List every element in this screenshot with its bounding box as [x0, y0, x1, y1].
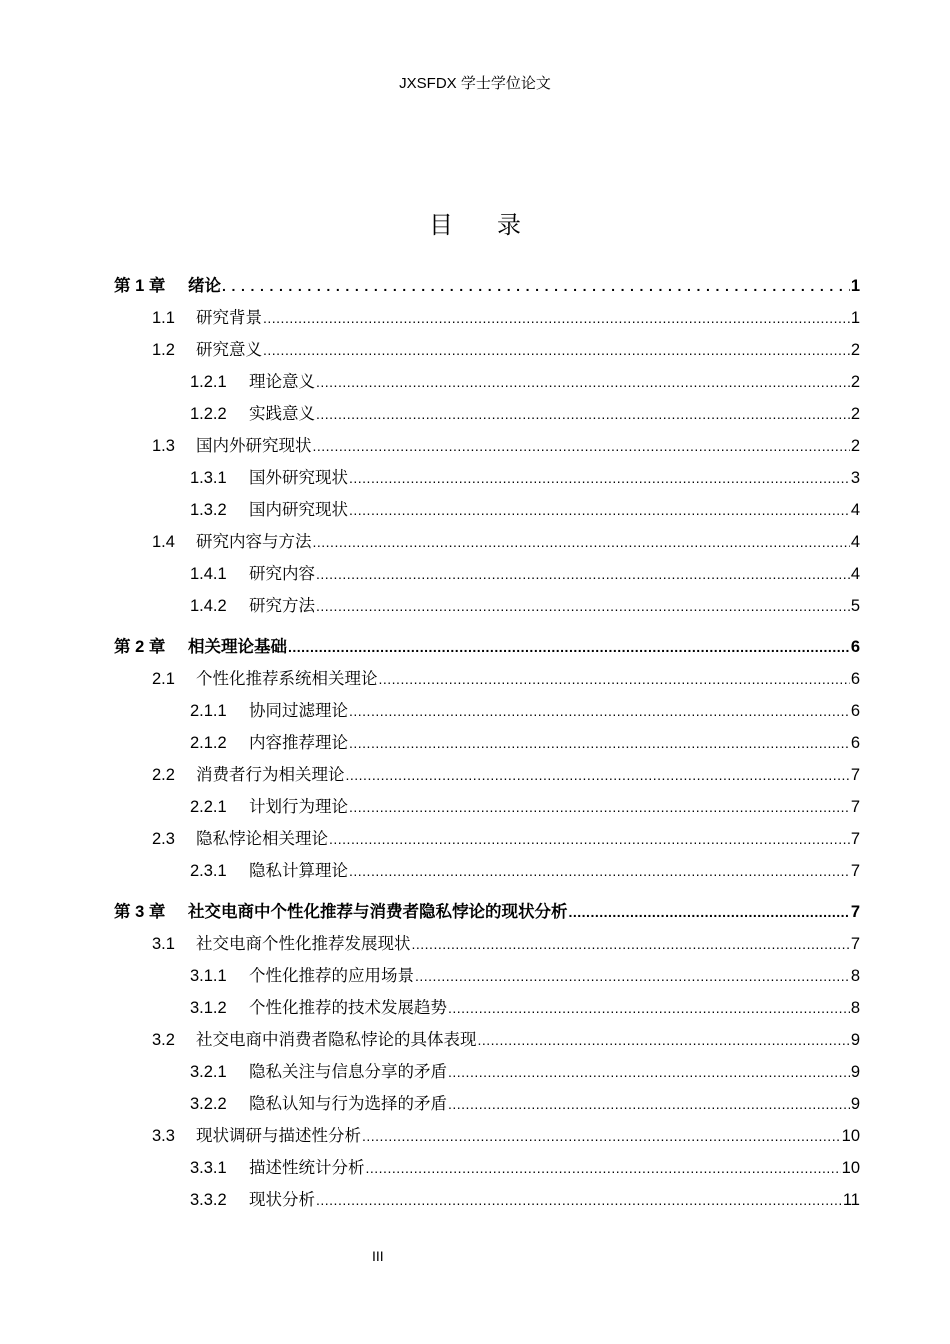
toc-entry-number: 1.1	[152, 309, 175, 327]
toc-entry-page: 5	[850, 597, 860, 615]
toc-entry-title: 实践意义	[249, 404, 315, 423]
toc-entry[interactable]	[190, 789, 860, 817]
toc-entry[interactable]	[190, 1086, 860, 1114]
toc-entry-page: 2	[850, 373, 860, 391]
toc-entry-page: 4	[850, 501, 860, 519]
toc-dot-leader	[316, 372, 850, 392]
toc-entry-page: 7	[850, 862, 860, 880]
toc-entry[interactable]	[152, 926, 860, 954]
toc-title: 目录	[429, 211, 565, 239]
toc-dot-leader	[316, 564, 850, 584]
toc-dot-leader	[288, 637, 850, 657]
toc-dot-leader	[349, 468, 850, 488]
toc-entry-title: 社交电商中消费者隐私悖论的具体表现	[196, 1030, 477, 1049]
toc-entry-page: 7	[850, 935, 860, 953]
toc-entry-page: 9	[850, 1031, 860, 1049]
toc-entry-number: 3.3.2	[190, 1191, 227, 1209]
toc-entry-number: 第 1 章	[114, 277, 166, 295]
toc-entry-title: 研究方法	[249, 596, 315, 615]
toc-entry-title: 内容推荐理论	[249, 733, 348, 752]
toc-dot-leader	[349, 701, 850, 721]
toc-entry-page: 8	[850, 999, 860, 1017]
toc-entry-page: 6	[850, 670, 860, 688]
toc-entry[interactable]	[190, 725, 860, 753]
toc-entry-number: 3.3	[152, 1127, 175, 1145]
toc-entry[interactable]	[190, 396, 860, 424]
toc-entry-page: 6	[850, 638, 860, 656]
toc-entry-page: 11	[842, 1191, 860, 1209]
toc-entry-title: 计划行为理论	[249, 797, 348, 816]
toc-entry[interactable]	[152, 1118, 860, 1146]
toc-entry-page: 8	[850, 967, 860, 985]
toc-entry-title: 相关理论基础	[188, 637, 287, 656]
toc-entry-title: 研究内容与方法	[196, 532, 312, 551]
toc-entry-number: 2.3.1	[190, 862, 227, 880]
toc-entry-number: 1.4	[152, 533, 175, 551]
toc-entry-page: 10	[841, 1127, 860, 1145]
toc-entry-number: 1.4.1	[190, 565, 227, 583]
toc-dot-leader	[412, 934, 850, 954]
toc-entry-number: 1.2	[152, 341, 175, 359]
toc-entry-page: 2	[850, 405, 860, 423]
toc-entry-number: 2.2	[152, 766, 175, 784]
toc-entry-title: 隐私悖论相关理论	[196, 829, 328, 848]
toc-entry[interactable]	[152, 821, 860, 849]
toc-dot-leader	[316, 596, 850, 616]
page-number: III	[372, 1248, 384, 1264]
toc-entry[interactable]	[190, 1054, 860, 1082]
toc-entry-page: 9	[850, 1095, 860, 1113]
toc-entry-number: 1.3.2	[190, 501, 227, 519]
toc-dot-leader	[569, 902, 850, 922]
toc-dot-leader	[448, 1094, 850, 1114]
toc-entry-page: 10	[841, 1159, 860, 1177]
toc-entry-title: 隐私关注与信息分享的矛盾	[249, 1062, 447, 1081]
toc-entry-page: 3	[850, 469, 860, 487]
toc-entry-title: 个性化推荐的技术发展趋势	[249, 998, 447, 1017]
toc-entry-page: 9	[850, 1063, 860, 1081]
toc-entry-number: 1.3.1	[190, 469, 227, 487]
toc-entry[interactable]	[114, 268, 860, 296]
toc-entry-number: 2.1.2	[190, 734, 227, 752]
toc-entry-page: 2	[850, 437, 860, 455]
toc-entry[interactable]	[190, 1182, 860, 1210]
toc-dot-leader	[362, 1126, 841, 1146]
toc-dot-leader	[448, 998, 850, 1018]
toc-dot-leader	[349, 861, 850, 881]
toc-entry-number: 1.3	[152, 437, 175, 455]
toc-entry-page: 4	[850, 533, 860, 551]
toc-dot-leader	[263, 308, 850, 328]
toc-dot-leader	[346, 765, 850, 785]
page-header: JXSFDX 学士学位论文	[399, 75, 551, 92]
toc-entry-title: 隐私计算理论	[249, 861, 348, 880]
toc-entry[interactable]	[114, 894, 860, 922]
toc-entry[interactable]	[190, 460, 860, 488]
toc-entry-number: 1.2.2	[190, 405, 227, 423]
toc-entry-title: 协同过滤理论	[249, 701, 348, 720]
toc-dot-leader	[478, 1030, 850, 1050]
toc-entry-title: 现状调研与描述性分析	[196, 1126, 361, 1145]
toc-entry-page: 7	[850, 798, 860, 816]
toc-entry-number: 2.2.1	[190, 798, 227, 816]
toc-entry-title: 研究内容	[249, 564, 315, 583]
toc-entry-number: 3.2	[152, 1031, 175, 1049]
toc-entry[interactable]	[190, 588, 860, 616]
toc-entry[interactable]	[190, 990, 860, 1018]
toc-dot-leader	[379, 669, 850, 689]
toc-entry[interactable]	[190, 958, 860, 986]
toc-entry[interactable]	[152, 428, 860, 456]
toc-entry-page: 4	[850, 565, 860, 583]
toc-entry-number: 第 3 章	[114, 903, 166, 921]
toc-entry-title: 描述性统计分析	[249, 1158, 365, 1177]
toc-entry-title: 国内研究现状	[249, 500, 348, 519]
toc-entry-number: 3.1	[152, 935, 175, 953]
toc-entry-title: 绪论	[188, 276, 221, 295]
toc-entry[interactable]	[190, 556, 860, 584]
toc-entry[interactable]	[190, 364, 860, 392]
toc-entry-number: 2.1	[152, 670, 175, 688]
toc-dot-leader	[448, 1062, 850, 1082]
toc-entry-page: 1	[850, 277, 860, 295]
toc-entry[interactable]	[152, 1022, 860, 1050]
toc-dot-leader	[329, 829, 850, 849]
toc-entry-title: 国内外研究现状	[196, 436, 312, 455]
toc-entry[interactable]	[190, 492, 860, 520]
toc-dot-leader	[313, 436, 850, 456]
toc-dot-leader	[349, 797, 850, 817]
toc-entry[interactable]	[152, 524, 860, 552]
toc-entry-page: 7	[850, 766, 860, 784]
toc-entry-title: 社交电商中个性化推荐与消费者隐私悖论的现状分析	[188, 902, 568, 921]
toc-dot-leader	[349, 500, 850, 520]
toc-entry[interactable]	[190, 693, 860, 721]
toc-entry[interactable]	[152, 332, 860, 360]
toc-entry[interactable]	[152, 661, 860, 689]
toc-entry-page: 6	[850, 734, 860, 752]
toc-entry-title: 消费者行为相关理论	[196, 765, 345, 784]
toc-entry-number: 第 2 章	[114, 638, 166, 656]
toc-entry-number: 3.1.1	[190, 967, 227, 985]
toc-entry-number: 1.2.1	[190, 373, 227, 391]
toc-entry-title: 个性化推荐系统相关理论	[196, 669, 378, 688]
toc-dot-leader	[316, 1190, 842, 1210]
toc-dot-leader	[313, 532, 850, 552]
toc-dot-leader	[222, 276, 850, 296]
toc-entry-title: 隐私认知与行为选择的矛盾	[249, 1094, 447, 1113]
toc-entry[interactable]	[190, 1150, 860, 1178]
toc-entry-title: 理论意义	[249, 372, 315, 391]
toc-entry-title: 社交电商个性化推荐发展现状	[196, 934, 411, 953]
toc-entry[interactable]	[152, 757, 860, 785]
toc-dot-leader	[349, 733, 850, 753]
toc-entry-title: 个性化推荐的应用场景	[249, 966, 414, 985]
toc-dot-leader	[316, 404, 850, 424]
toc-entry-page: 6	[850, 702, 860, 720]
toc-entry-page: 1	[850, 309, 860, 327]
toc-entry-number: 3.2.1	[190, 1063, 227, 1081]
toc-dot-leader	[366, 1158, 841, 1178]
toc-dot-leader	[415, 966, 850, 986]
toc-entry-number: 3.2.2	[190, 1095, 227, 1113]
toc-entry-title: 国外研究现状	[249, 468, 348, 487]
toc-entry-number: 2.3	[152, 830, 175, 848]
toc-dot-leader	[263, 340, 850, 360]
toc-entry[interactable]	[114, 629, 860, 657]
toc-entry-title: 研究意义	[196, 340, 262, 359]
toc-entry-number: 1.4.2	[190, 597, 227, 615]
toc-entry-page: 7	[850, 830, 860, 848]
toc-entry-page: 7	[850, 903, 860, 921]
toc-entry-number: 3.1.2	[190, 999, 227, 1017]
toc-entry-title: 现状分析	[249, 1190, 315, 1209]
toc-entry-number: 3.3.1	[190, 1159, 227, 1177]
toc-entry[interactable]	[152, 300, 860, 328]
toc-entry-title: 研究背景	[196, 308, 262, 327]
toc-entry[interactable]	[190, 853, 860, 881]
toc-entry-number: 2.1.1	[190, 702, 227, 720]
toc-entry-page: 2	[850, 341, 860, 359]
